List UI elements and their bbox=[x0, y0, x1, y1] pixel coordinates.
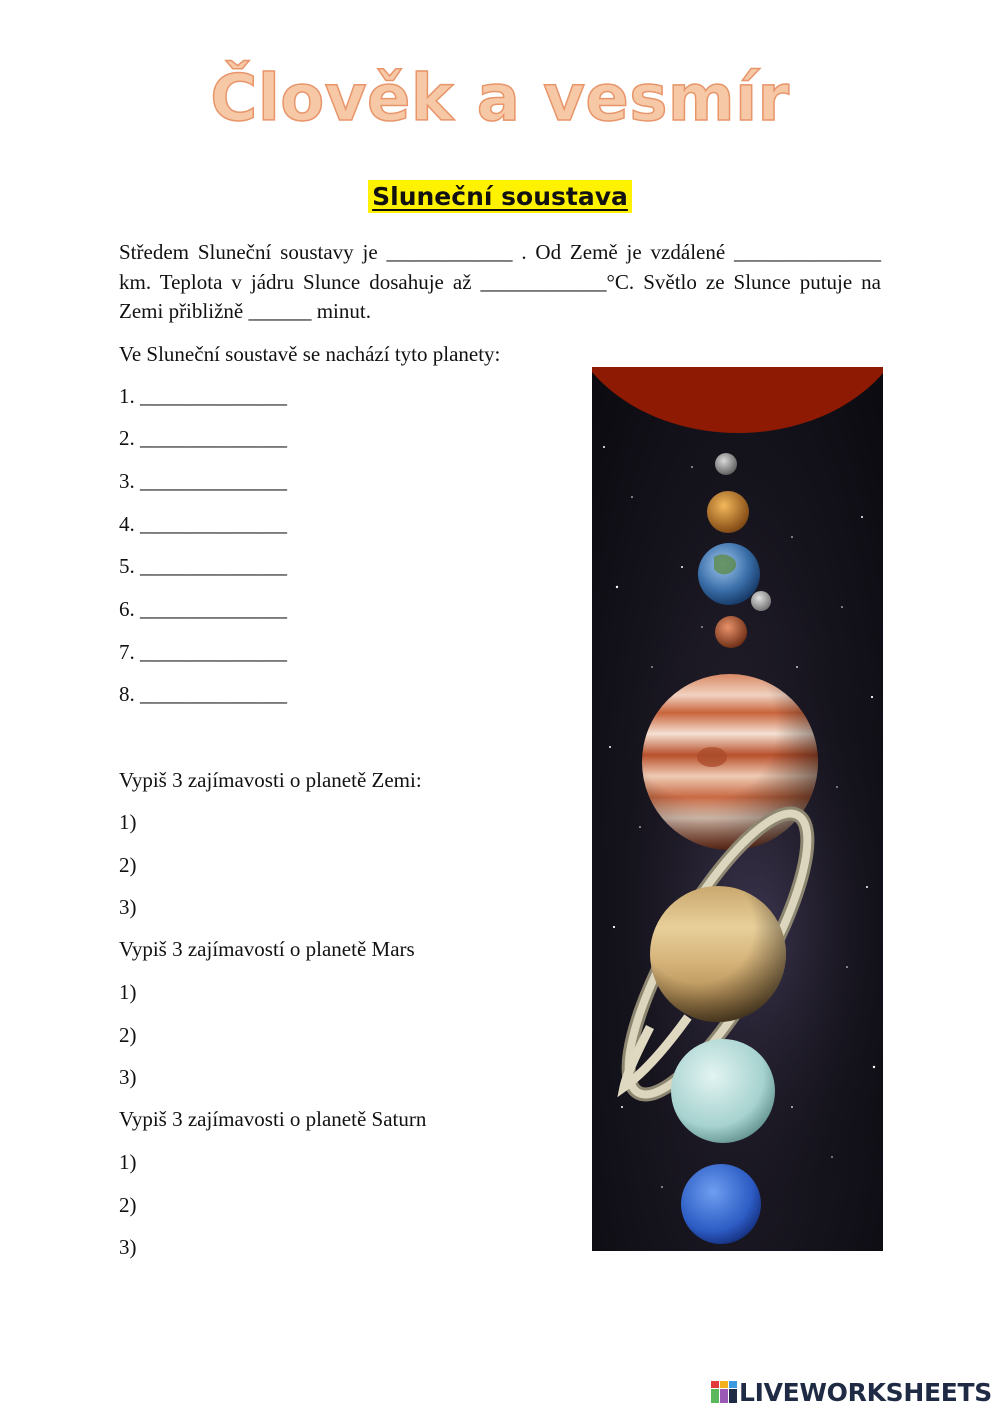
planet-answer-line[interactable]: 8. ______________ bbox=[119, 682, 287, 706]
page-title: Člověk a vesmír bbox=[210, 62, 790, 136]
mars-image bbox=[715, 616, 747, 648]
liveworksheets-logo-icon bbox=[711, 1381, 737, 1403]
venus-image bbox=[707, 491, 749, 533]
planet-answer-line[interactable]: 5. ______________ bbox=[119, 554, 287, 578]
planet-answer-line[interactable]: 2. ______________ bbox=[119, 426, 287, 450]
intro-text-3: km. Teplota v jádru Slunce dosahuje až bbox=[119, 269, 472, 294]
planet-answer-line[interactable]: 7. ______________ bbox=[119, 640, 287, 664]
moon-image bbox=[751, 591, 771, 611]
mars-facts-heading: Vypiš 3 zajímavostí o planetě Mars bbox=[119, 937, 415, 961]
earth-fact-3[interactable]: 3) bbox=[119, 895, 137, 919]
answer-blank-minutes[interactable]: ______ bbox=[248, 299, 312, 323]
intro-text-6: minut. bbox=[316, 299, 371, 323]
earth-facts-heading: Vypiš 3 zajímavosti o planetě Zemi: bbox=[119, 768, 422, 792]
subtitle-wrap bbox=[0, 180, 1000, 213]
solar-system-image bbox=[592, 367, 883, 1251]
intro-text-4: °C. bbox=[606, 269, 635, 294]
planet-answer-line[interactable]: 6. ______________ bbox=[119, 597, 287, 621]
saturn-fact-1[interactable]: 1) bbox=[119, 1150, 137, 1174]
planet-answer-line[interactable]: 1. ______________ bbox=[119, 384, 287, 408]
mars-fact-2[interactable]: 2) bbox=[119, 1023, 137, 1047]
neptune-image bbox=[681, 1164, 761, 1244]
jupiter-shadow bbox=[642, 674, 818, 850]
mercury-image bbox=[715, 453, 737, 475]
answer-blank-center[interactable]: ____________ bbox=[386, 240, 513, 264]
intro-paragraph bbox=[119, 238, 881, 327]
earth-fact-1[interactable]: 1) bbox=[119, 810, 137, 834]
answer-blank-distance[interactable]: ______________ bbox=[734, 240, 882, 264]
sun-image bbox=[592, 367, 883, 433]
earth-fact-2[interactable]: 2) bbox=[119, 853, 137, 877]
brand-footer bbox=[711, 1377, 992, 1407]
saturn-shadow bbox=[650, 886, 786, 1022]
solar-system-illustration bbox=[592, 367, 883, 1251]
answer-blank-temperature[interactable]: ____________ bbox=[480, 269, 607, 294]
intro-text-1: Středem Sluneční soustavy je bbox=[119, 240, 378, 264]
earth-image bbox=[698, 543, 760, 605]
uranus-image bbox=[671, 1039, 775, 1143]
brand-name: LIVEWORKSHEETS bbox=[738, 1377, 992, 1407]
intro-text-2: . Od Země je vzdálené bbox=[521, 240, 726, 264]
saturn-facts-heading: Vypiš 3 zajímavosti o planetě Saturn bbox=[119, 1107, 427, 1131]
mars-fact-3[interactable]: 3) bbox=[119, 1065, 137, 1089]
planet-answer-line[interactable]: 3. ______________ bbox=[119, 469, 287, 493]
mars-fact-1[interactable]: 1) bbox=[119, 980, 137, 1004]
saturn-fact-3[interactable]: 3) bbox=[119, 1235, 137, 1259]
section-heading: Sluneční soustava bbox=[368, 180, 632, 213]
saturn-fact-2[interactable]: 2) bbox=[119, 1193, 137, 1217]
intro-text-5: Světlo ze Slunce putuje na Zemi přibližně bbox=[119, 269, 882, 323]
planet-answer-line[interactable]: 4. ______________ bbox=[119, 512, 287, 536]
planets-heading: Ve Sluneční soustavě se nachází tyto planety: bbox=[119, 342, 501, 366]
